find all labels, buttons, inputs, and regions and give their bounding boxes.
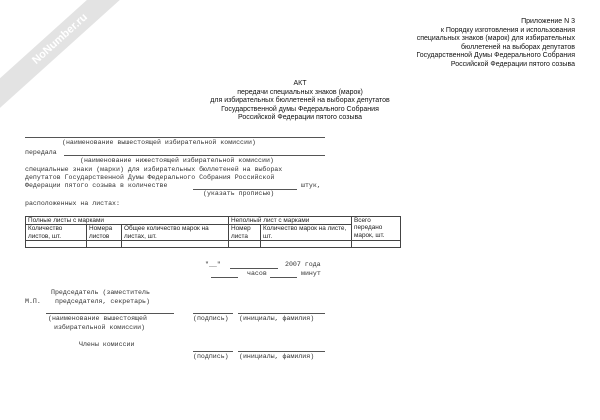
title-line: АКТ	[293, 80, 307, 87]
cell[interactable]	[229, 241, 261, 248]
date-day: "__"	[205, 261, 221, 268]
body-text: Федерации пятого созыва в количестве	[25, 182, 168, 189]
col-header: Общее количество марок на листах, шт.	[122, 225, 229, 241]
cell[interactable]	[26, 241, 87, 248]
header-full-sheets: Полные листы с марками	[26, 217, 229, 225]
cell[interactable]	[352, 241, 401, 248]
document-title	[100, 80, 500, 123]
header-total: Всего передано марок, шт.	[352, 217, 401, 241]
transferred-label: передала	[25, 149, 57, 156]
header-partial-sheet: Неполный лист с марками	[229, 217, 352, 225]
cell[interactable]	[261, 241, 352, 248]
pieces-label: штук,	[301, 182, 321, 189]
chair-label: Председатель (заместитель	[51, 289, 150, 296]
chair-label: председателя, секретарь)	[55, 298, 150, 305]
stamp-place: М.П.	[25, 298, 41, 305]
commission-caption: избирательной комиссии)	[54, 324, 146, 331]
col-header: Номера листов	[87, 225, 122, 241]
appendix-line: Приложение N 3	[521, 18, 575, 25]
cell[interactable]	[122, 241, 229, 248]
col-header: Количество марок на листе, шт.	[261, 225, 352, 241]
initials-caption: (инициалы, фамилия)	[239, 353, 315, 360]
body-text: депутатов Государственной Думы Федерального Собрания Российской	[25, 174, 275, 181]
appendix-line: Государственной Думы Федерального Собрания	[416, 52, 575, 60]
date-year: 2007 года	[285, 261, 321, 268]
col-header: Номер листа	[229, 225, 261, 241]
members-label: Члены комиссии	[79, 341, 135, 348]
higher-commission-caption: (наименование вышестоящей избирательной комиссии)	[62, 139, 256, 146]
title-line: Государственной думы Федерального Собрания	[221, 105, 379, 113]
appendix-line: к Порядку изготовления и использования	[440, 26, 575, 34]
col-header: Количество листов, шт.	[26, 225, 87, 241]
title-line: передачи специальных знаков (марок)	[237, 88, 363, 96]
body-text: специальные знаки (марки) для избирательных бюллетеней на выборах	[25, 166, 283, 173]
signature-caption: (подпись)	[193, 315, 229, 322]
hours-label: часов	[247, 270, 267, 277]
in-words-caption: (указать прописью)	[203, 190, 275, 197]
watermark: NoNumber.ru	[0, 0, 142, 114]
initials-caption: (инициалы, фамилия)	[239, 315, 315, 322]
appendix-line: бюллетеней на выборах депутатов	[460, 43, 575, 51]
title-line: Российской Федерации пятого созыва	[237, 114, 363, 122]
minutes-label: минут	[301, 270, 321, 277]
cell[interactable]	[87, 241, 122, 248]
sheets-table	[25, 216, 401, 248]
on-sheets-label: расположенных на листах:	[25, 200, 120, 207]
appendix-line: Российской Федерации пятого созыва	[450, 60, 575, 68]
signature-caption: (подпись)	[193, 353, 229, 360]
title-line: для избирательных бюллетеней на выборах депутатов	[210, 97, 390, 105]
lower-commission-caption: (наименование нижестоящей избирательной комиссии)	[80, 157, 274, 164]
appendix-line: специальных знаков (марок) для избирательных	[416, 35, 575, 43]
commission-caption: (наименование вышестоящей	[48, 315, 147, 322]
appendix-header	[416, 18, 575, 70]
